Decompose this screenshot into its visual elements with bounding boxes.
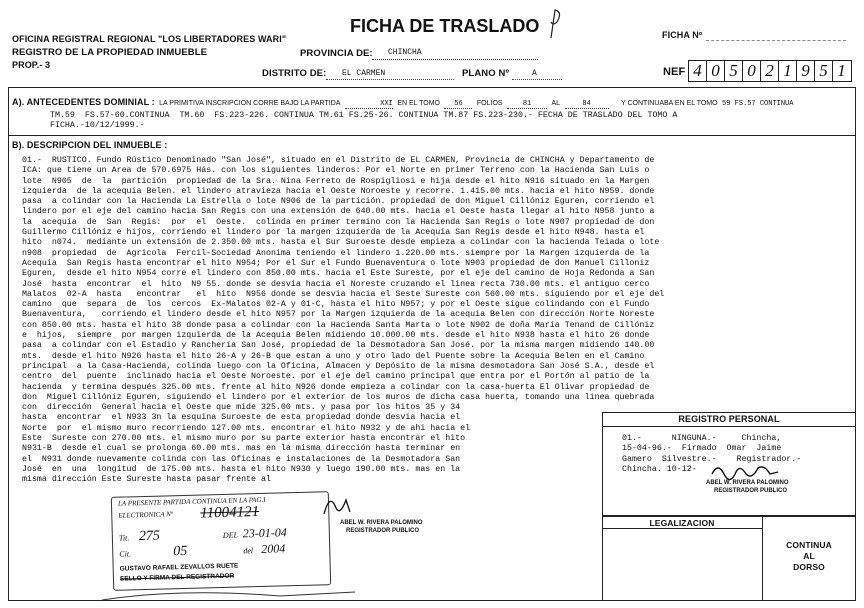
distrito-value: EL CARMEN: [342, 69, 386, 78]
al-value: 84: [565, 100, 609, 109]
text-line: centro del puente inclinado hacia el Oeste Noroeste. por el eje del camino principal que entra por el Portón al patio de la: [22, 372, 650, 382]
stamp-del-label: DEL: [222, 530, 239, 540]
continua-line-2: AL: [803, 551, 815, 561]
tomo-value: 56: [444, 100, 472, 109]
text-line: 01.- RUSTICO. Fundo Rústico Denominado "San José", situado en el Distrito de EL CARMEN, Provincia de CHINCHA y Departamento de: [22, 156, 655, 165]
text-line: pasa a colindar con el Estadio y Ranchería San José, propiedad de la Desmotadora San José. por la misma margen midiendo 140.00: [22, 341, 655, 351]
text-line: camino que separa de los cercos Ex-Malatos 02-A y 01-C, hasta el hito N957; y por el Oeste sigue colindando con el Fundo: [22, 300, 650, 310]
text-line: Buenaventura, corriendo el lindero desde el hito N957 por la Margen izquierda de la acequia Belen con dirección Norte Noreste: [22, 310, 655, 320]
stamp-year: 2004: [261, 541, 286, 556]
al-label: AL: [551, 100, 561, 107]
text-line: hito n074. mediante un extensión de 2.350.00 mts. hasta el Sur Suroeste desde empieza a colindar con la hacienda Teiada o lote: [22, 238, 660, 248]
text-line: el N931 donde nuevamente colinda con las Oficinas e instalaciones de la Desmotadora San: [22, 454, 461, 464]
nef-digit: 1: [778, 61, 796, 81]
registry-name: REGISTRO DE LA PROPIEDAD INMUEBLE: [12, 47, 208, 58]
continues-label: Y CONTINUABA EN EL TOMO: [620, 100, 718, 107]
folios-label: FOLIOS: [476, 100, 503, 107]
stamp-line-1: LA PRESENTE PARTIDA CONTINUA EN LA PAG.I: [117, 495, 266, 508]
text-line: Norte por el mismo muro recorriendo 127.00 mts. encontrar el hito N932 y de ahi hacia el: [22, 423, 471, 433]
section-b-label: B). DESCRIPCION DEL INMUEBLE :: [12, 140, 168, 150]
tomo-label: EN EL TOMO: [397, 100, 440, 107]
registro-signer-name: ABEL W. RIVERA PALOMINO: [706, 480, 789, 486]
text-line: don Miguel Cillóniz Eguren, siguiendo el lindero por el exterior de los muros de dicha casa huerta, tomando una linea quebrada: [22, 392, 655, 402]
stamp-signature-icon: [320, 490, 354, 518]
text-line: Acequia San Regis hasta encontrar el hito N954; Por el Sur el Fundo Buenaventura o lote N903 propiedad de don Manuel Cilloniz: [22, 258, 650, 268]
distrito-label: DISTRITO DE:: [262, 68, 327, 79]
text-line: hacienda y termina después 325.00 mts. frente al hito N926 donde empieza a colindar con la casa-huerta El Olivar propiedad de: [22, 382, 650, 392]
text-line: e hijos, siempre por margen izquierda de la Acequia Belen midiendo 10.000.00 mts. desde el hito N938 hasta el hito 26 donde: [22, 331, 650, 341]
section-b-text: [22, 156, 664, 486]
nef-digit: 4: [688, 61, 706, 81]
text-line: n908 propiedad de Agricola Fercil-Sociedad Anonima teniendo el lindero 1.220.00 mts. siempre por la Margen izquierda de la: [22, 248, 650, 258]
text-line: José hasta encontrar el hito N9 55. donde se desvia hacia el Noreste cruzando el linea recta 730.00 mts. el antiguo cerco: [22, 279, 650, 289]
text-line: Malatos 02-A hasta encontrar el hito N956 donde se desvia hacia el Seste Sureste con 560.00 mts. siguiendo por el eje del: [22, 289, 665, 299]
text-line: izquierda de la acequia Belen. el lindero atravieza hacia el Oeste Noroeste y recorre. 1.415.00 mts. hacia el hito N959. donde: [22, 186, 655, 196]
plano-label: PLANO Nº: [462, 68, 510, 79]
stamp-code: 05: [173, 543, 188, 560]
plano-value: A: [532, 69, 537, 78]
text-line: 01.- NINGUNA.- Chincha,: [622, 434, 782, 443]
stamp-line-2: ELECTRONICA Nº: [118, 510, 174, 520]
legalizacion-title: LEGALIZACION: [649, 518, 715, 528]
nef-digit: 0: [706, 61, 724, 81]
ficha-no-label: FICHA Nº: [662, 30, 703, 40]
stamp-signer-role: SELLO Y FIRMA DEL REGISTRADOR: [119, 572, 235, 583]
nef-digit: 2: [760, 61, 778, 81]
provincia-value: CHINCHA: [388, 48, 422, 57]
office-name: OFICINA REGISTRAL REGIONAL "LOS LIBERTADORES WARI": [12, 34, 287, 44]
text-line: con 850.00 mts. hasta el hito 38 donde pasa a colindar con la Hacienda Santa Marta o lote N902 de doña María Tenand de Cillóniz: [22, 320, 655, 330]
section-a-label: A). ANTECEDENTES DOMINIAL :: [12, 97, 155, 107]
text-line: N931-B desde el cual se prolonga 60.00 mts. mas en la misma dirección hasta terminar en: [22, 444, 461, 454]
text-line: misma dirección Este Sureste hasta pasar frente al: [22, 475, 271, 485]
stamp-del2-label: del: [243, 546, 254, 556]
text-line: con dirección General hacia el Oeste que mide 325.00 mts. y pasa por los hitos 35 y 34: [22, 403, 461, 413]
nef-digit: 5: [724, 61, 742, 81]
nef-digit: 1: [832, 61, 850, 81]
stamp-signer-name: GUSTAVO RAFAEL ZEVALLOS RUETE: [119, 562, 239, 573]
continua-line-3: DORSO: [793, 562, 825, 572]
nef-digit: 0: [742, 61, 760, 81]
stamp-titulo-number: 275: [138, 528, 161, 545]
text-line: ICA: que tiene un Area de 570.6975 Hás. con los siguientes linderos: Por el Norte en primer Terreno con la Hacienda San Luis o: [22, 166, 650, 176]
text-line: Guillermo Cillóniz e hijos, corriendo el lindero por la margen izquierda de la Acequia San Regis desde el hito N948. hasta el: [22, 228, 645, 238]
nef-label: NEF: [663, 66, 686, 78]
partida-value: XXI: [345, 100, 393, 109]
text-line: José en una longitud de 175.00 mts. hasta el hito N930 y luego 190.00 mts. mas en la: [22, 464, 461, 474]
continua-line-1: CONTINUA: [786, 540, 832, 550]
prop-code: PROP.- 3: [12, 60, 51, 70]
text-line: hasta encontrar el N933 3n la esquina Suroeste de esta propiedad donde desvia hacia el: [22, 413, 461, 423]
continua-al-dorso: [762, 540, 856, 573]
stamp-titulo-label: Tit.: [118, 533, 130, 543]
text-line: mts. desde el hito N926 hasta el hito 26-A y 26-B que estan a uno y otro lado del Puente sobre la Acequia Belen en el Camino: [22, 351, 645, 361]
stamp-partida-number: 11004121: [200, 503, 260, 522]
text-line: lote N905 de la partición propiedad de la Sra. Nina Ferreto de Rospigliosi e hija desde el hito N916 situado en la Margen: [22, 176, 650, 186]
registro-personal-title: REGISTRO PERSONAL: [678, 414, 780, 424]
stamp-second-signer-name: ABEL W. RIVERA PALOMINO: [340, 520, 423, 526]
text-line: Chincha. 10-12-: [622, 464, 697, 474]
text-line: TM.59 FS.57-60.CONTINUA TM.60 FS.223-226. CONTINUA TM.61 FS.25-26. CONTINUA TM.87 FS.223-230.- FECHA DE TRASLADO DEL TOMO A: [50, 111, 678, 120]
stamp-fecha: 23-01-04: [242, 525, 287, 541]
text-line: la acequia de San Regis: por el Oeste. colinda en primer termino con la Hacienda San Regis o lote N907 propiedad de don: [22, 217, 655, 227]
text-line: Eguren, desde el hito N954 corre el lindero con 850.00 mts. hacia el Este Sureste, por el eje del camino de Hoja Redonda a San: [22, 269, 655, 279]
text-line: 15-04-96.- Firmado Omar Jaime: [622, 444, 782, 454]
continuation-stamp: [111, 491, 331, 591]
text-line: principal a la Casa-Hacienda, colinda luego con la Oficina, Almacen y Depósito de la misma desmotadora San José S.A., desde el: [22, 361, 655, 371]
nef-digit: 5: [814, 61, 832, 81]
section-a-intro: LA PRIMITIVA INSCRIPCION CORRE BAJO LA PARTIDA: [159, 100, 341, 107]
stamp-cit-label: Cit.: [119, 549, 132, 559]
handwritten-mark-icon: [545, 6, 565, 42]
stamp-second-signer-role: REGISTRADOR PUBLICO: [346, 528, 420, 534]
section-a-text: [50, 111, 677, 132]
text-line: lindero por el eje del camino hacia San Regis con una extensión de 640.00 mts. hacia el Oeste hasta llegar al hito N958 junto a: [22, 207, 655, 217]
text-line: FICHA.-10/12/1999.-: [50, 121, 145, 131]
text-line: Gamero Silvestre.- Registrador.-: [622, 454, 802, 464]
form-title: FICHA DE TRASLADO: [350, 16, 540, 36]
provincia-label: PROVINCIA DE:: [300, 48, 373, 59]
nef-digit: 9: [796, 61, 814, 81]
folios-value: 81: [507, 100, 547, 109]
continues-value: 59 FS.57 CONTINUA: [722, 100, 794, 108]
nef-number-boxes: [688, 60, 852, 82]
registro-signer-role: REGISTRADOR PUBLICO: [714, 488, 788, 494]
text-line: Este Sureste con 270.00 mts. el mismo muro por su parte exterior hasta encontrar el hito: [22, 434, 466, 444]
text-line: pasa a colindar con la Hacienda La Estrella o lote N906 de la partición. propiedad de don Miguel Cillóniz Eguren, corriendo el: [22, 197, 655, 207]
pen-stroke-icon: [100, 586, 360, 604]
section-a-header: [12, 92, 793, 110]
registrar-signature-icon: [710, 460, 780, 482]
